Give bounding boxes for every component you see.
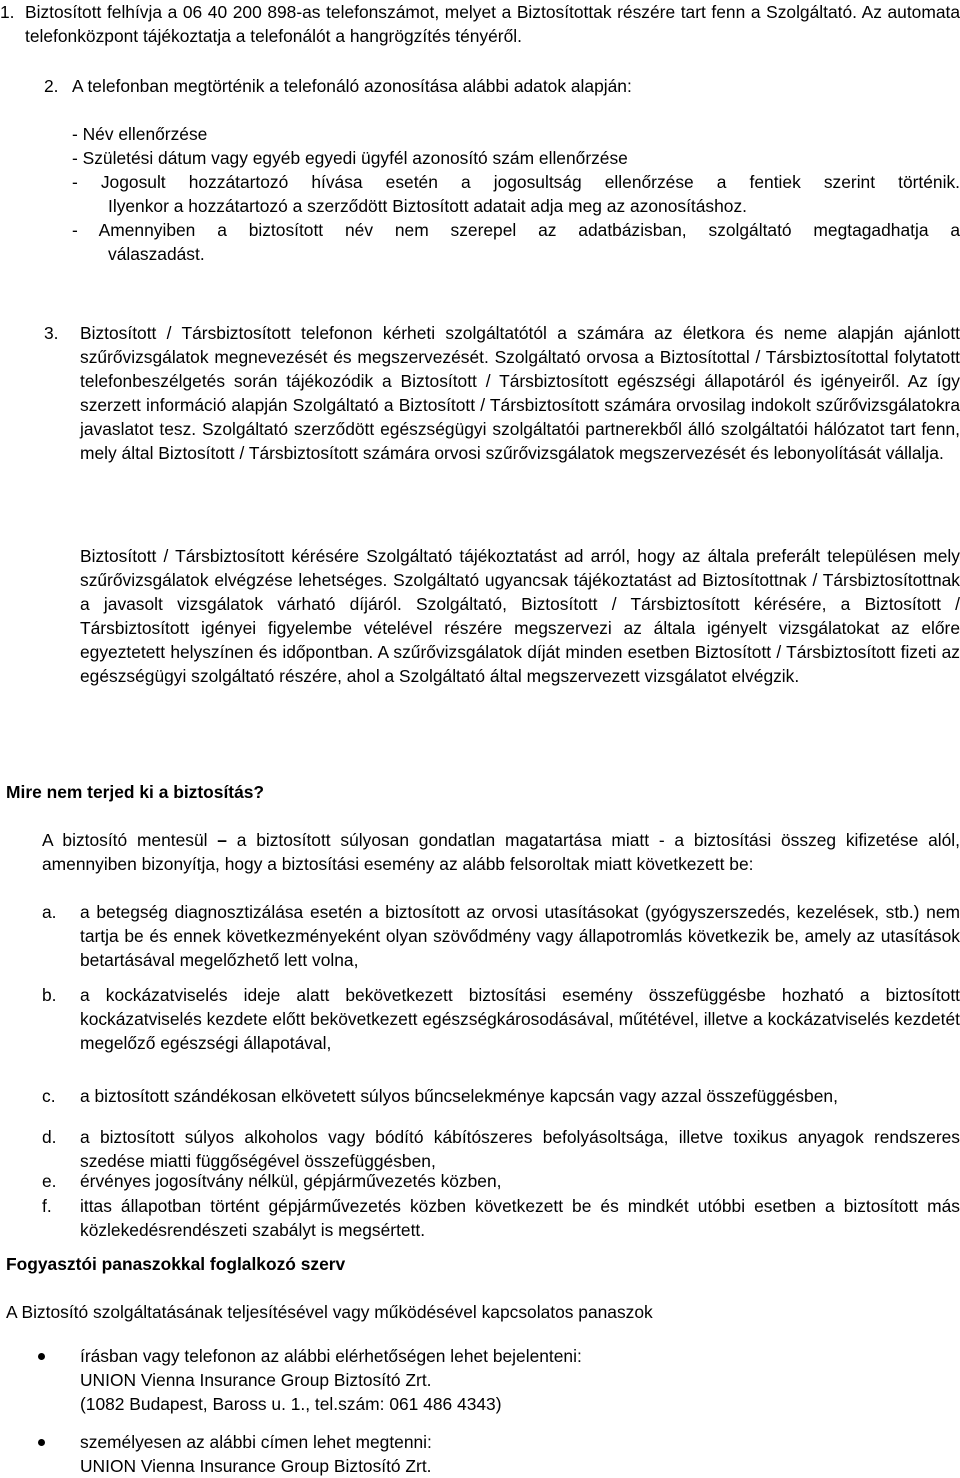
check-name: - Név ellenőrzése: [72, 124, 208, 144]
exclusion-text: a biztosított szándékosan elkövetett súlyos bűncselekménye kapcsán vagy azzal összefüggésben,: [80, 1086, 838, 1106]
item-number: 3.: [44, 323, 59, 343]
bullet-line: UNION Vienna Insurance Group Biztosító Zrt.: [80, 1456, 432, 1476]
info-paragraph-text: Biztosított / Társbiztosított kérésére Szolgáltató tájékoztatást ad arról, hogy az általa preferált településen mely szűrővizsgálatok elvégzése lehetséges. Szolgáltató ugyancsak tájékoztatást ad Biztosítottnak / Társbiztosítottnak a javasolt vizsgálatok várható díjáról. Szolgáltató, Biztosított / Társbiztosított kérésére, a Biztosított / Társbiztosított igényei figyelembe vételével részére megszervezi az általa igényelt vizsgálatokat az előre egyeztetett helyszínen és időpontban. A szűrővizsgálatok díját minden esetben Biztosított / Társbiztosított fizeti az egészségügyi szolgáltató részére, ahol a Szolgáltató által megszervezett vizsgálatot elvégzik.: [80, 546, 960, 686]
exclusion-text: érvényes jogosítvány nélkül, gépjárművezetés közben,: [80, 1171, 502, 1191]
check-relative-cont: Ilyenkor a hozzátartozó a szerződött Biztosított adatait adja meg az azonosításhoz.: [108, 196, 747, 216]
bullet-line: (1082 Budapest, Baross u. 1., tel.szám: 061 486 4343): [80, 1394, 502, 1414]
check-relative: - Jogosult hozzátartozó hívása esetén a jogosultság ellenőrzése a fentiek szerint történik.: [72, 172, 960, 192]
exclusion-text: a biztosított súlyos alkoholos vagy bódító kábítószeres befolyásoltsága, illetve toxikus anyagok rendszeres szedése miatti függőségével összefüggésben,: [80, 1127, 960, 1171]
bullet-icon: [38, 1439, 45, 1446]
item-number: 1.: [0, 2, 15, 22]
intro-lead: A biztosító mentesül: [42, 830, 208, 850]
exclusion-label: b.: [42, 985, 57, 1005]
item-number: 2.: [44, 76, 59, 96]
check-missing-name-cont: válaszadást.: [108, 244, 205, 264]
check-birthdate: - Születési dátum vagy egyéb egyedi ügyfél azonosító szám ellenőrzése: [72, 148, 628, 168]
bullet-line: írásban vagy telefonon az alábbi elérhetőségen lehet bejelenteni:: [80, 1346, 582, 1366]
exclusions-intro: [42, 828, 960, 876]
section-heading: Fogyasztói panaszokkal foglalkozó szerv: [6, 1254, 346, 1274]
consumer-intro: A Biztosító szolgáltatásának teljesítésével vagy működésével kapcsolatos panaszok: [6, 1302, 653, 1322]
exclusion-text: ittas állapotban történt gépjárművezetés közben következett be és mindkét utóbbi esetben a biztosított más közlekedésrendészeti szabályt is megsértett.: [80, 1196, 960, 1240]
exclusion-text: a kockázatviselés ideje alatt bekövetkezett biztosítási esemény összefüggésbe hozható a biztosított kockázatviselés kezdete előtt bekövetkezett egészségkárosodásával, műtétével, illetve a kockázatviselés kezdetét megelőző egészségi állapotával,: [80, 985, 960, 1053]
intro-rest: a biztosított súlyosan gondatlan magatartása miatt - a biztosítási összeg kifizetése alól, amennyiben bizonyítja, hogy a biztosítási esemény az alább felsoroltak miatt következett be:: [42, 830, 960, 874]
section-heading: Mire nem terjed ki a biztosítás?: [6, 782, 265, 802]
exclusion-text: a betegség diagnosztizálása esetén a biztosított az orvosi utasításokat (gyógyszerszedés, kezelések, stb.) nem tartja be és ennek következményeként olyan szövődmény vagy állapotromlás következik be, amely az utasítások betartásával megelőzhető lett volna,: [80, 902, 960, 970]
bullet-icon: [38, 1353, 45, 1360]
item-2-text: A telefonban megtörténik a telefonáló azonosítása alábbi adatok alapján:: [72, 76, 632, 96]
bullet-line: UNION Vienna Insurance Group Biztosító Zrt.: [80, 1370, 432, 1390]
check-missing-name: - Amennyiben a biztosított név nem szerepel az adatbázisban, szolgáltató megtagadhatja a: [72, 220, 960, 240]
exclusion-label: f.: [42, 1196, 52, 1216]
intro-dash: –: [217, 830, 227, 850]
exclusion-label: d.: [42, 1127, 57, 1147]
exclusion-label: a.: [42, 902, 57, 922]
bullet-line: személyesen az alábbi címen lehet megtenni:: [80, 1432, 432, 1452]
item-3-text: Biztosított / Társbiztosított telefonon kérheti szolgáltatótól a számára az életkora és neme alapján ajánlott szűrővizsgálatok megnevezését és megszervezését. Szolgáltató orvosa a Biztosítottal / Társbiztosítottal folytatott telefonbeszélgetés során tájékozódik a Biztosított / Társbiztosított egészségi állapotáról és igényeiről. Az így szerzett információ alapján Szolgáltató a Biztosított / Társbiztosított számára orvosilag indokolt szűrővizsgálatokra javaslatot tesz. Szolgáltató szerződött egészségügyi szolgáltatói partnerekből álló szolgáltatói hálózatot tart fenn, mely által Biztosított / Társbiztosított számára orvosi szűrővizsgálatok megszervezését és lebonyolítását vállalja.: [80, 323, 960, 463]
item-1-text: Biztosított felhívja a 06 40 200 898-as telefonszámot, melyet a Biztosítottak részére tart fenn a Szolgáltató. Az automata telefonközpont tájékoztatja a telefonálót a hangrögzítés tényéről.: [25, 2, 960, 46]
exclusion-label: e.: [42, 1171, 57, 1191]
exclusion-label: c.: [42, 1086, 56, 1106]
